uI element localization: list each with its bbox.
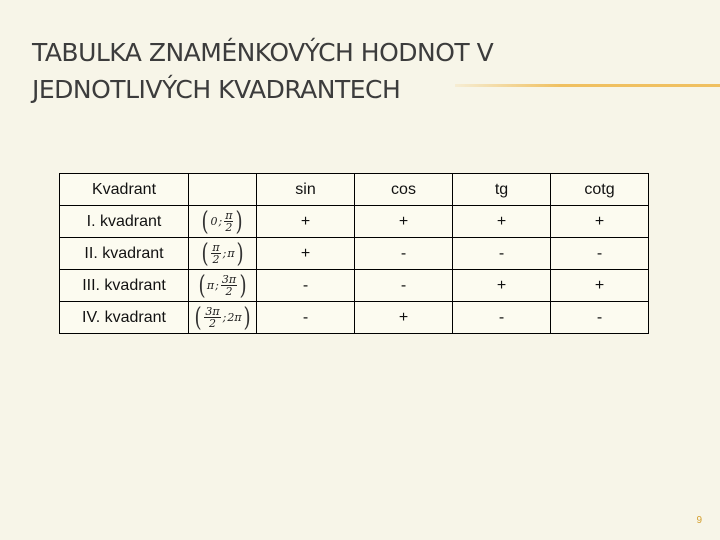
tg-sign: - <box>453 302 551 334</box>
sin-sign: - <box>257 270 355 302</box>
table-row <box>60 238 649 270</box>
cotg-sign: + <box>551 270 649 302</box>
header-interval <box>189 174 257 206</box>
quadrant-label: II. kvadrant <box>60 238 189 270</box>
header-cos: cos <box>355 174 453 206</box>
interval-formula: ( 0 ; $\frac{\pi}{2}$ ) <box>201 206 244 237</box>
cos-sign: - <box>355 238 453 270</box>
cos-sign: - <box>355 270 453 302</box>
tg-sign: + <box>453 270 551 302</box>
slide-title-line-2: JEDNOTLIVÝCH KVADRANTECH <box>32 75 401 104</box>
tg-sign: - <box>453 238 551 270</box>
interval-formula: ( π ; $\frac{3\pi}{2}$ ) <box>198 270 247 301</box>
sin-sign: - <box>257 302 355 334</box>
table-row <box>60 270 649 302</box>
cos-sign: + <box>355 302 453 334</box>
interval-formula: ( $\frac{\pi}{2}$ ; π ) <box>201 238 244 269</box>
table-header-row <box>60 174 649 206</box>
sin-sign: + <box>257 206 355 238</box>
tg-sign: + <box>453 206 551 238</box>
header-tg: tg <box>453 174 551 206</box>
cotg-sign: - <box>551 302 649 334</box>
table-row <box>60 206 649 238</box>
interval-cell <box>189 302 257 334</box>
cotg-sign: + <box>551 206 649 238</box>
page-number: 9 <box>696 515 702 526</box>
interval-formula: ( $\frac{3\pi}{2}$ ; 2π ) <box>194 302 251 333</box>
slide-title <box>32 34 672 108</box>
header-cotg: cotg <box>551 174 649 206</box>
title-accent-rule <box>455 84 720 87</box>
quadrant-label: I. kvadrant <box>60 206 189 238</box>
cotg-sign: - <box>551 238 649 270</box>
sin-sign: + <box>257 238 355 270</box>
header-sin: sin <box>257 174 355 206</box>
interval-cell <box>189 238 257 270</box>
quadrant-label: III. kvadrant <box>60 270 189 302</box>
slide-title-line-1: TABULKA ZNAMÉNKOVÝCH HODNOT V <box>32 38 494 67</box>
table-row <box>60 302 649 334</box>
quadrant-label: IV. kvadrant <box>60 302 189 334</box>
header-quadrant: Kvadrant <box>60 174 189 206</box>
interval-cell <box>189 270 257 302</box>
quadrant-sign-table <box>59 173 649 334</box>
interval-cell <box>189 206 257 238</box>
cos-sign: + <box>355 206 453 238</box>
